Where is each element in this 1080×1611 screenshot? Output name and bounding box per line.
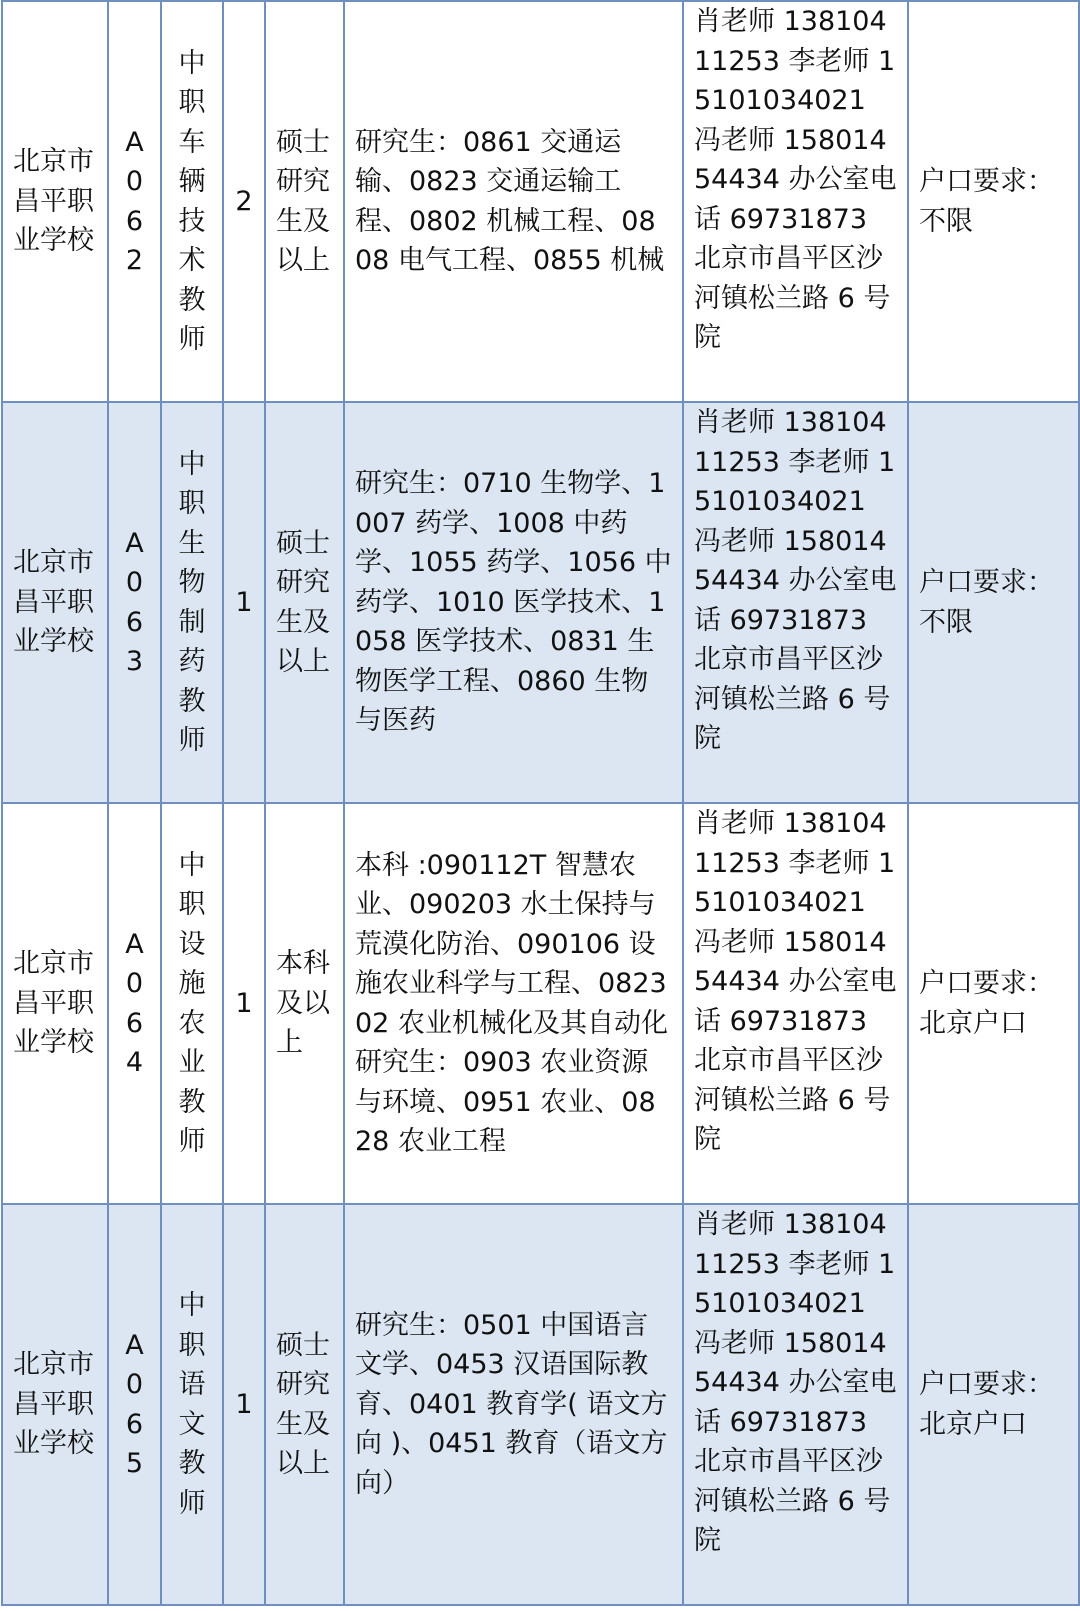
remark-cell: 户口要求：北京户口	[908, 803, 1079, 1204]
position-code: A062	[125, 126, 144, 276]
table-row	[2, 1204, 1079, 1605]
education-cell: 硕士研究生及以上	[265, 1204, 344, 1605]
education-cell: 硕士研究生及以上	[265, 402, 344, 803]
table-row	[2, 1, 1079, 402]
remark-cell: 户口要求：不限	[908, 1, 1079, 402]
contact-cell: 肖老师 13810411253 李老师 15101034021 冯老师 15801454434 办公室电话 69731873 北京市昌平区沙河镇松兰路 6 号院	[683, 1, 908, 402]
headcount-cell: 1	[223, 1204, 265, 1605]
recruitment-table	[1, 0, 1080, 1606]
position-code-cell	[108, 803, 161, 1204]
table-row	[2, 803, 1079, 1204]
position-code-cell	[108, 1204, 161, 1605]
remark-cell: 户口要求：不限	[908, 402, 1079, 803]
education-cell: 硕士研究生及以上	[265, 1, 344, 402]
position-code-cell	[108, 402, 161, 803]
contact-cell: 肖老师 13810411253 李老师 15101034021 冯老师 15801454434 办公室电话 69731873 北京市昌平区沙河镇松兰路 6 号院	[683, 803, 908, 1204]
position-code: A065	[125, 1329, 144, 1479]
position-name: 中职生物制药教师	[178, 448, 206, 756]
education-cell: 本科及以上	[265, 803, 344, 1204]
unit-cell: 北京市昌平职业学校	[2, 402, 108, 803]
position-code-cell	[108, 1, 161, 402]
unit-cell: 北京市昌平职业学校	[2, 1, 108, 402]
position-name-cell	[161, 1, 223, 402]
position-name: 中职车辆技术教师	[178, 47, 206, 355]
unit-cell: 北京市昌平职业学校	[2, 1204, 108, 1605]
major-cell: 研究生：0861 交通运输、0823 交通运输工程、0802 机械工程、0808 电气工程、0855 机械	[344, 1, 683, 402]
position-code: A063	[125, 527, 144, 677]
position-name-cell	[161, 402, 223, 803]
major-cell: 本科 :090112T 智慧农业、090203 水土保持与荒漠化防治、090106 设施农业科学与工程、082302 农业机械化及其自动化 研究生：0903 农业资源与环境、0951 农业、0828 农业工程	[344, 803, 683, 1204]
position-name-cell	[161, 1204, 223, 1605]
major-cell: 研究生：0710 生物学、1007 药学、1008 中药学、1055 药学、1056 中药学、1010 医学技术、1058 医学技术、0831 生物医学工程、0860 生物与医药	[344, 402, 683, 803]
headcount-cell: 2	[223, 1, 265, 402]
remark-cell: 户口要求：北京户口	[908, 1204, 1079, 1605]
contact-cell: 肖老师 13810411253 李老师 15101034021 冯老师 15801454434 办公室电话 69731873 北京市昌平区沙河镇松兰路 6 号院	[683, 402, 908, 803]
position-name: 中职语文教师	[178, 1290, 206, 1519]
position-code: A064	[125, 928, 144, 1078]
position-name-cell	[161, 803, 223, 1204]
headcount-cell: 1	[223, 402, 265, 803]
table-row	[2, 402, 1079, 803]
unit-cell: 北京市昌平职业学校	[2, 803, 108, 1204]
contact-cell: 肖老师 13810411253 李老师 15101034021 冯老师 15801454434 办公室电话 69731873 北京市昌平区沙河镇松兰路 6 号院	[683, 1204, 908, 1605]
position-name: 中职设施农业教师	[178, 849, 206, 1157]
headcount-cell: 1	[223, 803, 265, 1204]
major-cell: 研究生：0501 中国语言文学、0453 汉语国际教育、0401 教育学( 语文方向 )、0451 教育（语文方向）	[344, 1204, 683, 1605]
